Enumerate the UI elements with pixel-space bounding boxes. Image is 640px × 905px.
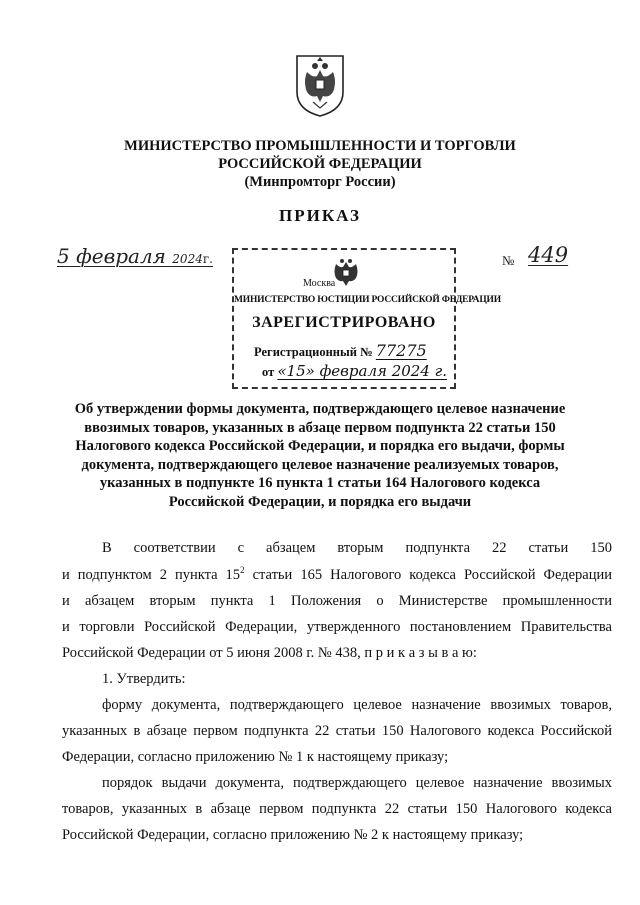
stamp-city: Москва [303,278,336,289]
stamp-reg-label: Регистрационный № [254,345,373,359]
order-number: 449 [528,243,569,267]
stamp-from-date: «15» февраля 2024 г. [277,362,448,380]
order-date-year: 2024 [172,252,203,266]
registration-stamp [232,248,501,389]
body-p1-line4: и торговли Российской Федерации, утвержденного постановлением Правительства [62,619,612,635]
body-p1-line2-a: и подпунктом 2 пункта 15 [62,567,241,583]
body-p1-line2 [62,562,612,588]
stamp-registration-date [262,362,447,380]
stamp-reg-number: 77275 [375,341,427,360]
stamp-from-label: от [262,365,275,379]
order-subject: Об утверждении формы документа, подтверждающего целевое назначение ввозимых товаров, указанных в абзаце первом подпункта 22 статьи 150 Налогового кодекса Российской Федерации, и порядка его выдачи, формы документа, подтверждающего целевое назначение реализуемых товаров, указанных в подпункте 16 пункта 1 статьи 164 Налогового кодекса Российской Федерации, и порядка его выдачи [74,401,566,510]
body-p2: форму документа, подтверждающего целевое назначение ввозимых товаров, указанных в абзаце первом подпункта 22 статьи 150 Налогового кодекса Российской Федерации, согласно приложению № 1 к настоящему приказу; [62,697,612,766]
body-p1-line3: и абзацем вторым пункта 1 Положения о Министерстве промышленности [62,593,612,609]
ministry-name-line1: МИНИСТЕРСТВО ПРОМЫШЛЕННОСТИ И ТОРГОВЛИ [124,138,516,154]
order-number-label: № [502,253,515,268]
document-title: ПРИКАЗ [279,206,361,225]
body-item1: 1. Утвердить: [102,671,186,687]
stamp-ministry: МИНИСТЕРСТВО ЮСТИЦИИ РОССИЙСКОЙ ФЕДЕРАЦИИ [234,295,501,305]
stamp-registration-number [254,341,427,360]
body-p1-line2-sup: 2 [240,565,245,576]
body-p1-line1: В соответствии с абзацем вторым подпункта 22 статьи 150 [102,540,612,556]
ministry-short-name: (Минпромторг России) [244,174,396,190]
order-date-day: 5 [57,244,70,268]
body-p1-line2-b: статьи 165 Налогового кодекса Российской Федерации [244,567,612,583]
order-date [57,244,213,268]
body-p1-line5: Российской Федерации от 5 июня 2008 г. № 438, п р и к а з ы в а ю: [62,645,477,661]
ministry-name-line2: РОССИЙСКОЙ ФЕДЕРАЦИИ [218,156,422,172]
coat-of-arms-icon [293,52,347,118]
body-p3: порядок выдачи документа, подтверждающего целевое назначение ввозимых товаров, указанных в абзаце первом подпункта 22 статьи 150 Налогового кодекса Российской Федерации, согласно приложению № 2 к настоящему приказу; [62,775,612,844]
order-date-month: февраля [76,244,166,268]
order-date-suffix: г. [202,252,213,266]
stamp-status: ЗАРЕГИСТРИРОВАНО [252,314,436,331]
